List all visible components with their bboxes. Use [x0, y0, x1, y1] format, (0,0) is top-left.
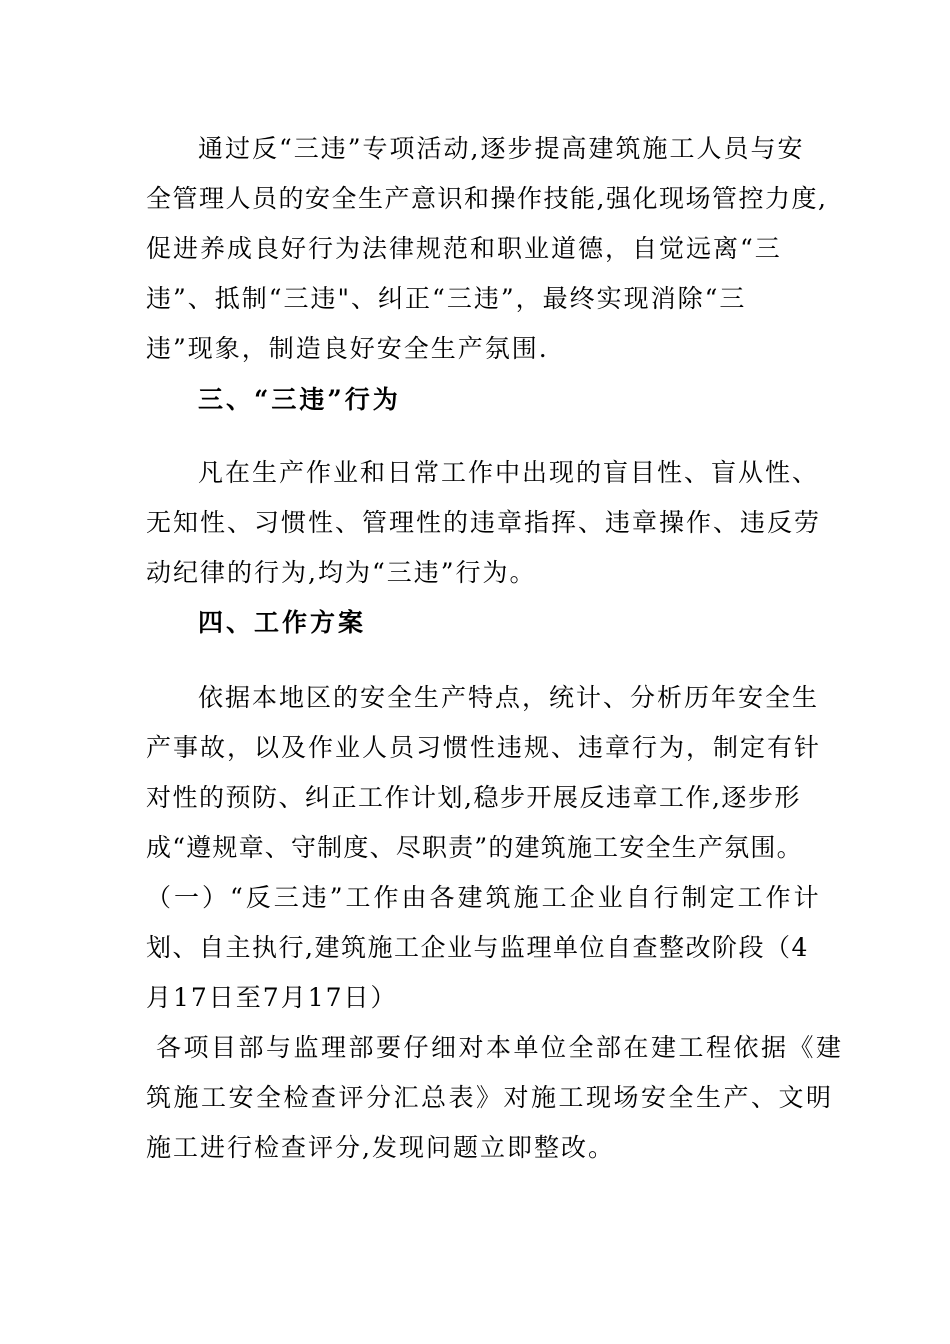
- section-heading-4: 四、工作方案: [198, 608, 367, 637]
- paragraph-4-line-3: 施工进行检查评分,发现问题立即整改。: [146, 1133, 615, 1162]
- section-heading-3: 三、“三违”行为: [198, 385, 401, 414]
- paragraph-2-line-3: 动纪律的行为,均为“三违”行为。: [146, 558, 537, 587]
- paragraph-3-line-5: （一）“反三违”工作由各建筑施工企业自行制定工作计: [146, 883, 822, 912]
- paragraph-4-line-1: 各项目部与监理部要仔细对本单位全部在建工程依据《建: [156, 1033, 844, 1062]
- paragraph-4-line-2: 筑施工安全检查评分汇总表》对施工现场安全生产、文明: [146, 1083, 834, 1112]
- paragraph-3-line-7: 月17日至7月17日）: [146, 983, 398, 1012]
- paragraph-3-line-1: 依据本地区的安全生产特点，统计、分析历年安全生: [198, 683, 820, 712]
- paragraph-1-line-3: 促进养成良好行为法律规范和职业道德，自觉远离“三: [146, 234, 782, 263]
- paragraph-2-line-1: 凡在生产作业和日常工作中出现的盲目性、盲从性、: [198, 458, 820, 487]
- paragraph-3-line-4: 成“遵规章、守制度、尽职责”的建筑施工安全生产氛围。: [146, 833, 803, 862]
- paragraph-2-line-2: 无知性、习惯性、管理性的违章指挥、违章操作、违反劳: [146, 508, 822, 537]
- paragraph-3-line-3: 对性的预防、纠正工作计划,稳步开展反违章工作,逐步形: [146, 783, 801, 812]
- paragraph-1-line-1: 通过反“三违”专项活动,逐步提高建筑施工人员与安: [198, 134, 805, 163]
- paragraph-3-line-6: 划、自主执行,建筑施工企业与监理单位自查整改阶段（4: [146, 933, 809, 962]
- paragraph-3-line-2: 产事故，以及作业人员习惯性违规、违章行为，制定有针: [146, 733, 822, 762]
- paragraph-1-line-2: 全管理人员的安全生产意识和操作技能,强化现场管控力度,: [146, 184, 828, 213]
- paragraph-1-line-4: 违”、抵制“三违"、纠正“三违”，最终实现消除“三: [146, 284, 747, 313]
- paragraph-1-line-5: 违”现象，制造良好安全生产氛围.: [146, 334, 549, 363]
